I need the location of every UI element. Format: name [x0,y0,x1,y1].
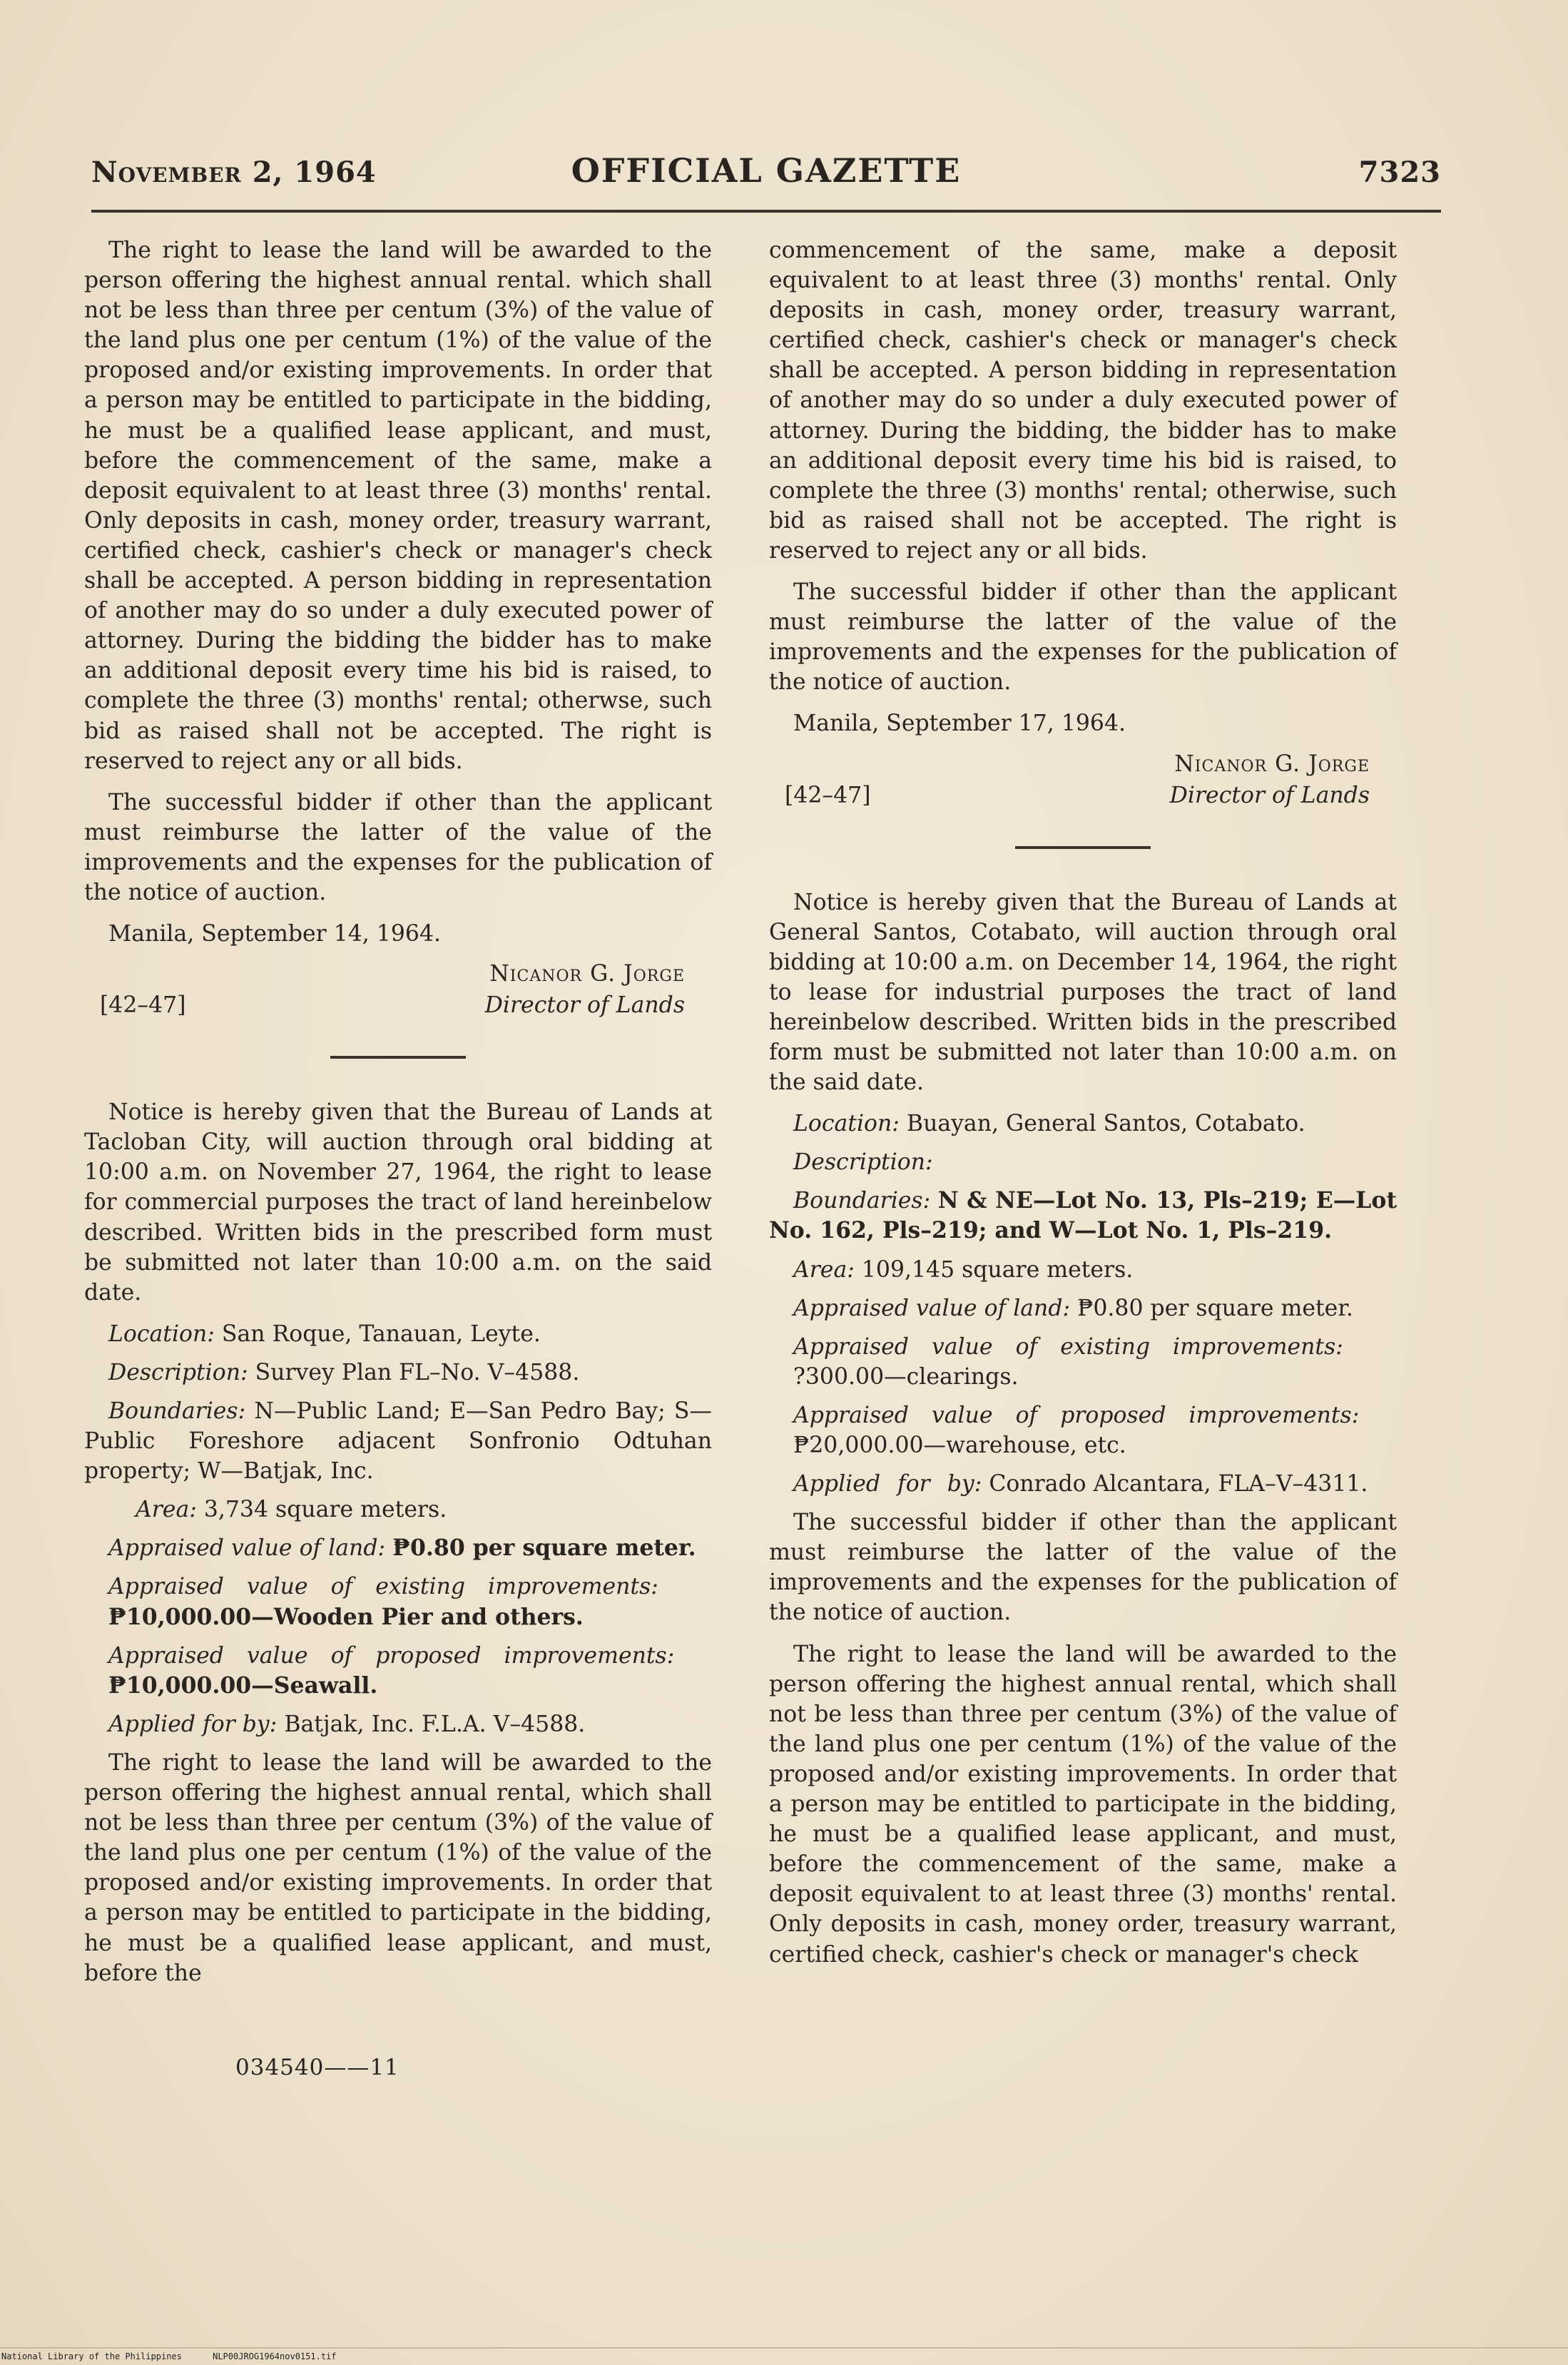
left-description-label: Description: [108,1359,248,1385]
scan-filename: NLP00JROG1964nov0151.tif [213,2351,337,2361]
publication-title: OFFICIAL GAZETTE [571,151,962,190]
right-signatory-title: Director of Lands [1169,782,1370,808]
left-issue-ref: [42–47] [100,992,186,1019]
right-column [769,235,1397,1981]
right-reimburse-paragraph: The successful bidder if other than the applicant must reimburse the latter of the value of the improvements and the expenses for the publication of the notice of auction. [769,579,1397,696]
right-location-label: Location: [793,1111,900,1137]
right-section-divider [1015,846,1151,849]
left-signatory-name: Nicanor G. Jorge [489,961,685,987]
left-section-divider [330,1056,466,1059]
page-number: 7323 [1358,156,1441,189]
left-applicant [84,1709,712,1739]
print-code: 034540——11 [235,2055,399,2080]
right-applied-label: Applied for by: [793,1471,982,1497]
right-proposed-improvements [769,1400,1397,1460]
left-existing-label: Appraised value of existing improvements: [108,1574,658,1600]
right-lease-terms-2: The right to lease the land will be awarded to the person offering the highest annual rental, which shall not be less than three per centum (3%) of the value of the land plus one per centum (1%) of the value of the proposed and/or existing improvements. In order that a person may be entitled to participate in the bidding, he must be a qualified lease applicant, and must, before the commencement of the same, make a deposit equivalent to at least three (3) months' rental. Only deposits in cash, money order, treasury warrant, certified check, cashier's check or manager's check [769,1641,1397,1968]
left-proposed-improvements [84,1641,712,1701]
right-reimburse-paragraph-2: The successful bidder if other than the applicant must reimburse the latter of the value of the improvements and the expenses for the publication of the notice of auction. [769,1510,1397,1626]
left-applied-value: Batjak, Inc. F.L.A. V–4588. [284,1711,586,1737]
right-proposed-amount: ₱20,000.00—warehouse, etc. [793,1433,1126,1458]
left-boundaries-value: N—Public Land; E—San Pedro Bay; S—Public Foreshore adjacent Sonfronio Odtuhan property; W—Batjak, Inc. [84,1398,712,1485]
right-signature-block [769,749,1397,818]
left-boundaries [84,1396,712,1486]
left-area [84,1495,712,1525]
left-column [84,235,712,2000]
right-area-label: Area: [793,1256,855,1283]
right-land-amount: ₱0.80 per square meter. [1077,1295,1353,1321]
left-land-label: Appraised value of land: [108,1535,386,1562]
left-location [84,1319,712,1349]
right-land-label: Appraised value of land: [793,1295,1071,1321]
right-applied-value: Conrado Alcantara, FLA–V–4311. [989,1471,1368,1497]
right-area [769,1255,1397,1285]
right-continued-terms: commencement of the same, make a deposit equivalent to at least three (3) months' rental. Only deposits in cash, money order, treasury warrant, certified check, cashier's check or manager's check shall be accepted. A person bidding in representation of another may do so under a duly executed power of attorney. During the bidding, the bidder has to make an additional deposit every time his bid is raised, to complete the three (3) months' rental; otherwise, such bid as raised shall not be accepted. The right is reserved to reject any or all bids. [769,238,1397,564]
library-name: National Library of the Philippines [1,2351,182,2361]
right-area-value: 109,145 square meters. [861,1256,1134,1283]
right-existing-improvements [769,1332,1397,1392]
left-location-value: San Roque, Tanauan, Leyte. [221,1321,541,1347]
right-existing-label: Appraised value of existing improvements: [793,1333,1343,1360]
left-area-label: Area: [136,1497,197,1523]
left-description [84,1358,712,1388]
scan-edge-rule [0,2347,1568,2349]
right-description [769,1147,1397,1177]
right-place-date: Manila, September 17, 1964. [793,711,1126,737]
scan-caption [1,2351,362,2361]
left-proposed-amount: ₱10,000.00—Seawall. [108,1672,378,1699]
left-land-value [84,1533,712,1563]
left-lease-terms-2: The right to lease the land will be awarded to the person offering the highest annual rental, which shall not be less than three per centum (3%) of the value of the land plus one per centum (1%) of the value of the proposed and/or existing improvements. In order that a person may be entitled to participate in the bidding, he must be a qualified lease applicant, and must, before the [84,1749,712,1986]
left-lease-terms: The right to lease the land will be awarded to the person offering the highest annual rental. which shall not be less than three per centum (3%) of the value of the land plus one per centum (1%) of the value of the proposed and/or existing improvements. In order that a person may be entitled to participate in the bidding, he must be a qualified lease applicant, and must, before the commencement of the same, make a deposit equivalent to at least three (3) months' rental. Only deposits in cash, money order, treasury warrant, certified check, cashier's check or manager's check shall be accepted. A person bidding in representation of another may do so under a duly executed power of attorney. During the bidding the bidder has to make an additional deposit every time his bid is raised, to complete the three (3) months' rental; otherwse, such bid as raised shall not be accepted. The right is reserved to reject any or all bids. [84,238,712,774]
left-boundaries-label: Boundaries: [108,1398,246,1424]
page-header [91,151,1441,198]
left-description-value: Survey Plan FL–No. V–4588. [255,1359,580,1385]
left-existing-amount: ₱10,000.00—Wooden Pier and others. [108,1603,584,1630]
right-issue-ref: [42–47] [785,782,871,808]
right-applicant [769,1469,1397,1499]
left-area-value: 3,734 square meters. [203,1497,447,1523]
right-existing-amount: ?300.00—clearings. [793,1363,1019,1390]
left-location-label: Location: [108,1321,215,1347]
left-notice-paragraph: Notice is hereby given that the Bureau of Lands at Tacloban City, will auction through oral bidding at 10:00 a.m. on November 27, 1964, the right to lease for commercial purposes the tract of land hereinbelow described. Written bids in the prescribed form must be submitted not later than 10:00 a.m. on the said date. [84,1099,712,1306]
right-notice-paragraph: Notice is hereby given that the Bureau of Lands at General Santos, Cotabato, will auction through oral bidding at 10:00 a.m. on December 14, 1964, the right to lease for industrial purposes the tract of land hereinbelow described. Written bids in the prescribed form must be submitted not later than 10:00 a.m. on the said date. [769,889,1397,1096]
left-signatory-title: Director of Lands [484,992,685,1019]
right-description-label: Description: [793,1149,933,1176]
left-signature-block [84,959,712,1027]
right-signatory-name: Nicanor G. Jorge [1174,751,1370,777]
left-land-amount: ₱0.80 per square meter. [392,1535,696,1562]
right-boundaries-label: Boundaries: [793,1188,931,1214]
left-existing-improvements [84,1572,712,1632]
right-boundaries-value: N & NE—Lot No. 13, Pls–219; E—Lot No. 162, Pls–219; and W—Lot No. 1, Pls–219. [769,1187,1397,1244]
right-location-value: Buayan, General Santos, Cotabato. [906,1111,1305,1137]
right-boundaries [769,1186,1397,1246]
right-proposed-label: Appraised value of proposed improvements: [793,1402,1360,1428]
right-land-value [769,1293,1397,1323]
left-reimburse-paragraph: The successful bidder if other than the applicant must reimburse the latter of the value of the improvements and the expenses for the publication of the notice of auction. [84,789,712,905]
right-location [769,1109,1397,1139]
header-rule [91,210,1441,213]
header-date: November 2, 1964 [91,156,377,189]
left-place-date: Manila, September 14, 1964. [108,921,441,947]
left-applied-label: Applied for by: [108,1711,278,1737]
left-proposed-label: Appraised value of proposed improvements: [108,1642,675,1669]
